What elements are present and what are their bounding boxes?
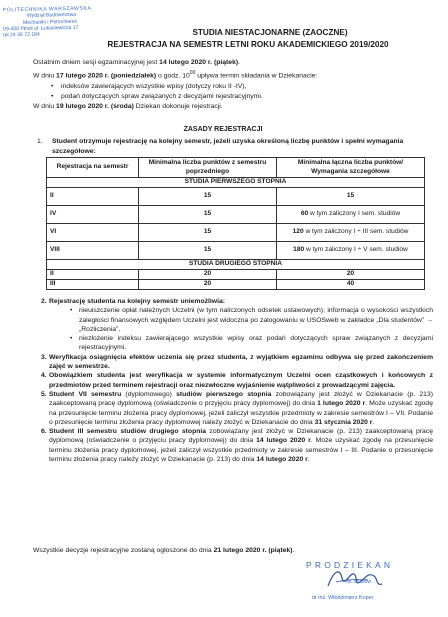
- total-points-cell: 60 w tym zaliczony I sem. studiów: [277, 206, 425, 224]
- deadline-date: 31 stycznia 2020 r: [314, 418, 373, 426]
- min-points-cell: 15: [139, 242, 277, 260]
- rule-text: Weryfikacja osiągnięcia efektów uczenia się przez studenta, z wyjątkiem egzaminu odbywa się przed zakończeniem zajęć w semestrze.: [49, 353, 433, 371]
- deadline-date: 17 lutego 2020 r. (poniedziałek): [56, 72, 157, 80]
- list-item: • niezłożenie indeksu zawierającego wszystkie wpisy oraz podań dotyczących spraw związanych z decyzjami rejestracyjnymi.: [79, 334, 433, 353]
- faculty-stamp: [3, 5, 136, 39]
- section-label: STUDIA PIERWSZEGO STOPNIA: [47, 178, 425, 188]
- signature-subtitle: ds. studiów: [346, 579, 372, 585]
- rule-text: Obowiązkiem studenta jest weryfikacja w systemie informatycznym Uczelni ocen cząstkowych i końcowych z przedmiotów przed terminem rejestracji oraz niezwłoczne wyjaśnienie wątpliwości z prowadzącymi zajęcia.: [49, 372, 433, 389]
- rule-4: [33, 371, 433, 390]
- semester-cell: IV: [47, 206, 139, 224]
- intro-section: [33, 58, 433, 112]
- semester-cell: II: [47, 270, 139, 280]
- title-line-2: REJESTRACJA NA SEMESTR LETNI ROKU AKADEMICKIEGO 2019/2020: [107, 40, 389, 49]
- announcement-date: 21 lutego 2020 r. (piątek): [213, 547, 293, 554]
- rule-text: Student otrzymuje rejestrację na kolejny semestr, jeżeli uzyska określoną liczbę punktów i spełni wymagania szczegółowe:: [52, 138, 404, 155]
- rules-list: [33, 297, 433, 464]
- rule-5: [33, 390, 433, 427]
- section-label: STUDIA DRUGIEGO STOPNIA: [47, 260, 425, 270]
- total-points-cell: 180 w tym zaliczony I ÷ V sem. studiów: [277, 242, 425, 260]
- rule-number: 2.: [41, 298, 47, 305]
- rule-1: [37, 137, 430, 156]
- stamp-line: Wydział Budownictwa: [26, 12, 77, 20]
- rule-6: [33, 427, 433, 464]
- rule-2-list: [49, 306, 433, 352]
- column-header: Minimalna liczba punktów z semestru poprzedniego: [139, 158, 277, 178]
- rule-number: 3.: [41, 353, 47, 361]
- table-row: [47, 206, 425, 224]
- rule-2: [33, 297, 433, 353]
- rule-text: Rejestrację studenta na kolejny semestr uniemożliwia:: [49, 298, 226, 305]
- column-header: Rejestracja na semestr: [47, 158, 139, 178]
- rule-text: Student III semestru studiów drugiego stopnia zobowiązany jest złożyć w Dziekanacie (p. 213) zaakceptowaną pracę dyplomową (oświadczenie o przyjęciu pracy dyplomowej) do dnia 14 lutego 2020 r. Może uzyskać zgodę na przesunięcie terminu złożenia pracy dyplomowej, jeżeli zaliczył wszystkie przedmioty w zakresie semestrów I – III. Podanie o przesunięcie terminu złożenia pracy należy złożyć w Dziekanacie (p. 213) do dnia 14 lutego 2020 r.: [49, 428, 433, 464]
- signatory-name: dr inż. Włodzimierz Koper: [312, 595, 374, 601]
- rule-number: 6.: [41, 428, 47, 436]
- rule-text: Student VII semestru (dyplomowego) studiów pierwszego stopnia zobowiązany jest złożyć w Dziekanacie (p. 213) zaakceptowaną pracę dyplomową (oświadczenie o przyjęciu pracy dyplomowej) do dnia 1 lutego 2020 r. Może uzyskać zgodę na przesunięcie terminu złożenia pracy dyplomowej, jeżeli zaliczył wszystkie przedmioty w zakresie semestrów I – VII. Podanie o przesunięcie terminu złożenia pracy dyplomowej należy złożyć w Dziekanacie do dnia 31 stycznia 2020 r.: [49, 390, 433, 426]
- list-item: • indeksów zawierających wszystkie wpisy (dotyczy roku II -IV),: [61, 82, 433, 92]
- intro-paragraph: W dniu 17 lutego 2020 r. (poniedziałek) o godz. $10^{00}$ upływa termin składania w Dziekanacie:: [33, 70, 318, 80]
- table-row: [47, 188, 425, 206]
- min-points-cell: 15: [139, 224, 277, 242]
- title-line-1: STUDIA NIESTACJONARNE (ZAOCZNE): [192, 28, 348, 37]
- deadline-date: 1 lutego 2020 r: [317, 400, 366, 408]
- intro-list: [33, 82, 433, 102]
- column-header: Minimalna łączna liczba punktów/ Wymagania szczegółowe: [277, 158, 425, 178]
- signature-title: PRODZIEKAN: [306, 560, 394, 570]
- intro-paragraph: W dniu 19 lutego 2020 r. (środa) Dziekan dokonuje rejestracji.: [33, 103, 223, 111]
- table-row: [47, 280, 425, 290]
- table-section-row: [47, 178, 425, 188]
- semester-cell: II: [47, 188, 139, 206]
- document-title: [107, 27, 420, 51]
- rule-number: 1.: [37, 138, 43, 145]
- signature-stamp: [306, 560, 436, 610]
- deadline-date: 14 lutego 2020 r: [256, 437, 311, 445]
- stamp-line: tel 24 36 72 184: [3, 31, 40, 39]
- min-points-cell: 20: [139, 270, 277, 280]
- stamp-line: POLITECHNIKA WARSZAWSKA: [2, 5, 92, 14]
- stamp-line: 09-400 Płock ul. Łukasiewicza 17: [3, 24, 79, 33]
- rule-number: 5.: [41, 390, 47, 398]
- table-header-row: [47, 158, 425, 178]
- rules-heading: ZASADY REJESTRACJI: [183, 126, 263, 133]
- min-points-cell: 15: [139, 188, 277, 206]
- intro-paragraph: Ostatnim dniem sesji egzaminacyjnej jest 14 lutego 2020 r. (piątek).: [33, 59, 241, 66]
- semester-cell: VI: [47, 224, 139, 242]
- total-points-cell: 15: [277, 188, 425, 206]
- total-points-cell: 20: [277, 270, 425, 280]
- stamp-line: Mechaniki i Petrochemii: [22, 18, 77, 26]
- rule-number: 4.: [41, 372, 47, 380]
- table-row: [47, 242, 425, 260]
- table-row: [47, 224, 425, 242]
- table-section-row: [47, 260, 425, 270]
- list-item: • podań dotyczących spraw związanych z decyzjami rejestracyjnymi.: [61, 92, 433, 102]
- closing-note: Wszystkie decyzje rejestracyjne zostaną ogłoszone do dnia 21 lutego 2020 r. (piątek).: [33, 547, 295, 554]
- total-points-cell: 120 w tym zaliczony I ÷ III sem. studiów: [277, 224, 425, 242]
- rule-3: [33, 353, 433, 372]
- min-points-cell: 15: [139, 206, 277, 224]
- semester-cell: III: [47, 280, 139, 290]
- registration-date: 19 lutego 2020 r. (środa): [56, 103, 134, 111]
- registration-table: [46, 157, 425, 290]
- min-points-cell: 20: [139, 280, 277, 290]
- list-item: • nieuiszczenie opłat należnych Uczelni (w tym naliczonych odsetek ustawowych); informacja o wysokości wszystkich zaległości finansowych względem Uczelni jest widoczna po zalogowaniu w USOSweb w zakładce „Dla studentów” → „Rozliczenia”,: [79, 306, 433, 334]
- deadline-date: 14 lutego 2020 r: [256, 456, 308, 464]
- exam-end-date: 14 lutego 2020 r. (piątek): [159, 59, 239, 66]
- semester-cell: VIII: [47, 242, 139, 260]
- total-points-cell: 40: [277, 280, 425, 290]
- table-row: [47, 270, 425, 280]
